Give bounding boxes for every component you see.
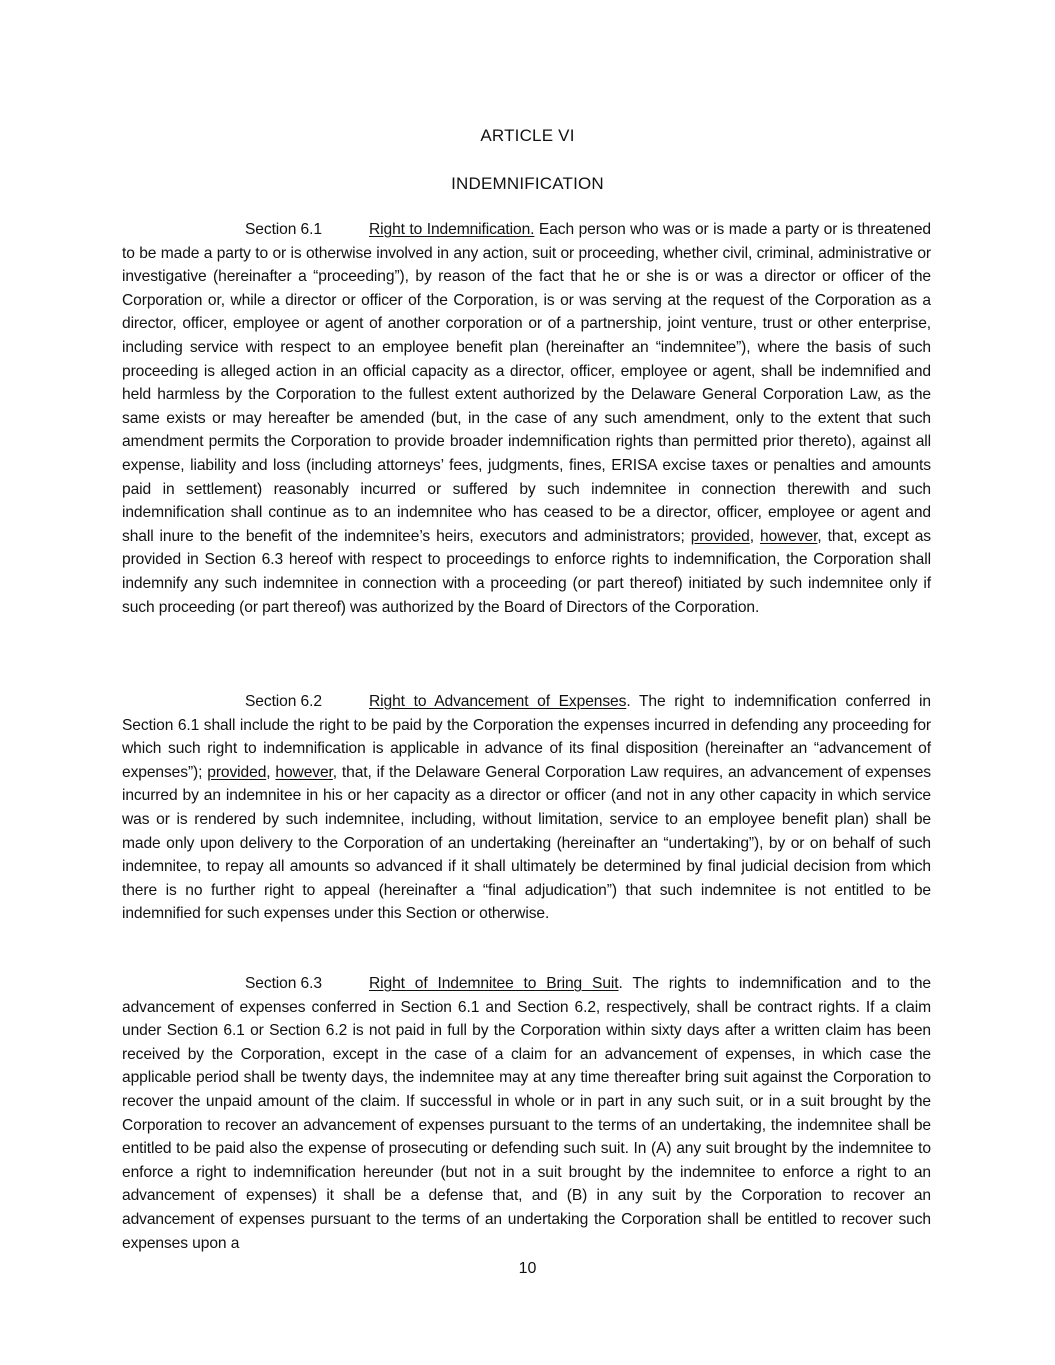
article-heading: ARTICLE VI <box>480 126 575 145</box>
section-number: Section 6.3 <box>245 975 322 992</box>
section-6-3-paragraph <box>122 972 931 1255</box>
section-number: Section 6.1 <box>245 221 322 238</box>
however-term: however <box>275 763 333 781</box>
section-title: Right of Indemnitee to Bring Suit <box>369 975 619 992</box>
section-text-continued: , that, if the Delaware General Corporation Law requires, an advancement of expenses incurred by an indemnitee in his or her capacity as a director or officer (and not in any other capacity in which service was or is rendered by such indemnitee, including, without limitation, service to an employee benefit plan) shall be made only upon delivery to the Corporation of an undertaking (hereinafter an “undertaking”), by or on behalf of such indemnitee, to repay all amounts so advanced if it shall ultimately be determined by final judicial decision from which there is no further right to appeal (hereinafter a “final adjudication”) that such indemnitee is not entitled to be indemnified for such expenses under this Section or otherwise. <box>122 763 931 923</box>
section-6-1-paragraph <box>122 218 931 619</box>
article-title: INDEMNIFICATION <box>451 174 604 193</box>
section-6-2-paragraph <box>122 690 931 926</box>
however-term: however <box>759 527 818 545</box>
section-text: . The right to indemnification conferred in Section 6.1 shall include the right to be paid by the Corporation the expenses incurred in defending any proceeding for which such right to indemnification is applicable in advance of its final disposition (hereinafter an “advancement of expenses”); <box>122 693 931 781</box>
section-number: Section 6.2 <box>245 693 322 710</box>
page-number: 10 <box>518 1260 537 1277</box>
section-title: Right to Advancement of Expenses <box>369 693 627 710</box>
section-text: . The rights to indemnification and to the advancement of expenses conferred in Section 6.1 and Section 6.2, respectively, shall be contract rights. If a claim under Section 6.1 or Section 6.2 is not paid in full by the Corporation within sixty days after a written claim has been received by the Corporation, except in the case of a claim for an advancement of expenses, in which case the applicable period shall be twenty days, the indemnitee may at any time thereafter bring suit against the Corporation to recover the unpaid amount of the claim. If successful in whole or in part in any such suit, or in a suit brought by the Corporation to recover an advancement of expenses pursuant to the terms of an undertaking, the indemnitee shall be entitled to be paid also the expense of prosecuting or defending such suit. In (A) any suit brought by the indemnitee to enforce a right to indemnification hereunder (but not in a suit brought by the indemnitee to enforce a right to an advancement of expenses) it shall be a defense that, and (B) in any suit by the Corporation to recover an advancement of expenses pursuant to the terms of an undertaking the Corporation shall be entitled to recover such expenses upon a <box>122 975 932 1252</box>
provided-term: provided <box>690 527 750 545</box>
separator-text: , <box>749 527 760 545</box>
provided-term: provided <box>207 763 267 781</box>
section-text: Each person who was or is made a party or is threatened to be made a party to or is otherwise involved in any action, suit or proceeding, whether civil, criminal, administrative or investigative (hereinafter a “proceeding”), by reason of the fact that he or she is or was a director or officer of the Corporation or, while a director or officer of the Corporation, is or was serving at the request of the Corporation as a director, officer, employee or agent of another corporation or of a partnership, joint venture, trust or other enterprise, including service with respect to an employee benefit plan (hereinafter an “indemnitee”), where the basis of such proceeding is alleged action in an official capacity as a director, officer, employee or agent, shall be indemnified and held harmless by the Corporation to the fullest extent authorized by the Delaware General Corporation Law, as the same exists or may hereafter be amended (but, in the case of any such amendment, only to the extent that such amendment permits the Corporation to provide broader indemnification rights than permitted prior thereto), against all expense, liability and loss (including attorneys’ fees, judgments, fines, ERISA excise taxes or penalties and amounts paid in settlement) reasonably incurred or suffered by such indemnitee in connection therewith and such indemnification shall continue as to an indemnitee who has ceased to be a director, officer, employee or agent and shall inure to the benefit of the indemnitee’s heirs, executors and administrators; <box>122 221 931 545</box>
separator-text: , <box>266 763 276 781</box>
section-title: Right to Indemnification. <box>369 221 535 238</box>
section-text-continued: , that, except as provided in Section 6.3 hereof with respect to proceedings to enforce rights to indemnification, the Corporation shall indemnify any such indemnitee in connection with a proceeding (or part thereof) initiated by such indemnitee only if such proceeding (or part thereof) was authorized by the Board of Directors of the Corporation. <box>122 527 931 616</box>
